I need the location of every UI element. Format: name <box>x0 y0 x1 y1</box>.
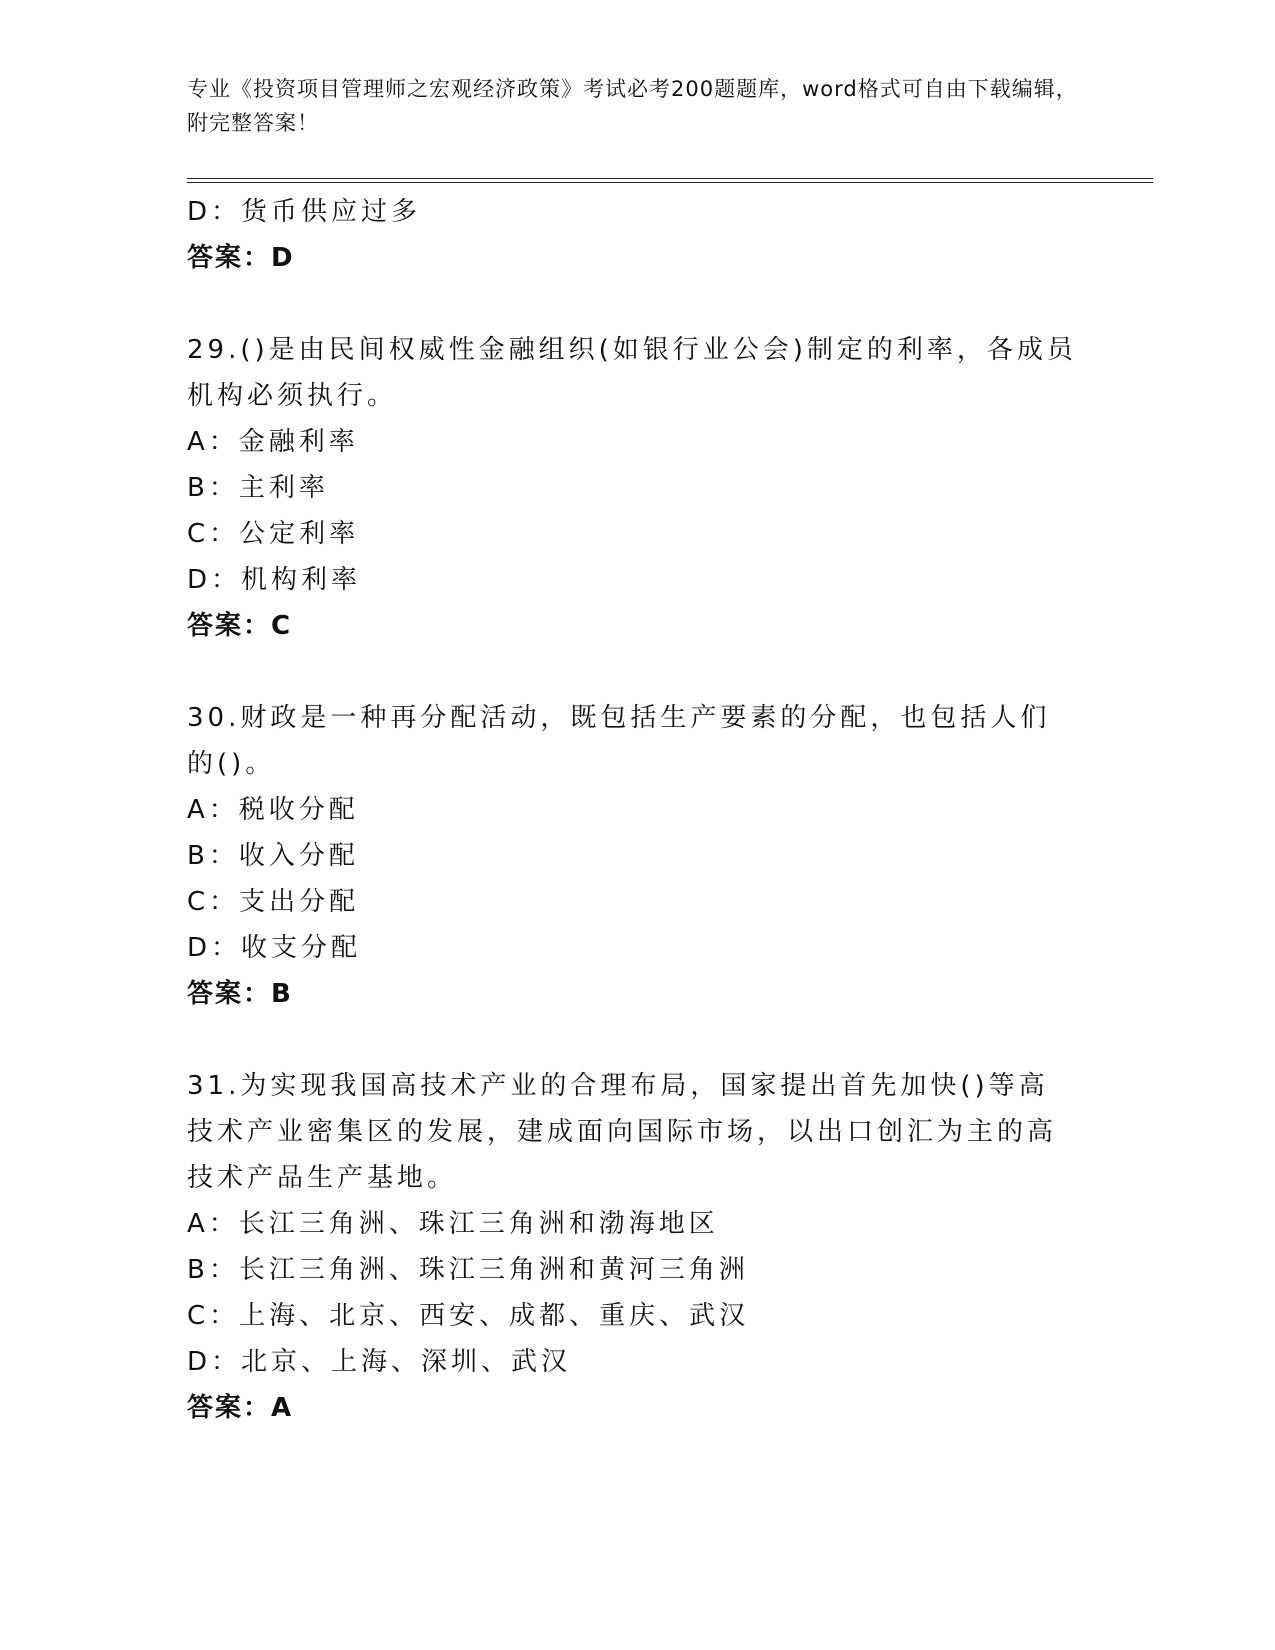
question-30 <box>187 695 1087 1017</box>
carryover-option-d: D：货币供应过多 <box>187 197 422 227</box>
question-text: 30.财政是一种再分配活动，既包括生产要素的分配，也包括人们的()。 <box>187 703 1051 779</box>
question-31 <box>187 1063 1087 1431</box>
answer: 答案：C <box>187 611 293 641</box>
carryover-answer: 答案：D <box>187 243 295 273</box>
option-c: C：公定利率 <box>187 519 360 549</box>
answer: 答案：B <box>187 979 293 1009</box>
option-a: A：税收分配 <box>187 795 359 825</box>
option-d: D：机构利率 <box>187 565 362 595</box>
option-d: D：收支分配 <box>187 933 362 963</box>
option-b: B：主利率 <box>187 473 329 503</box>
option-a: A：长江三角洲、珠江三角洲和渤海地区 <box>187 1209 719 1239</box>
header-divider-bottom <box>187 182 1153 183</box>
answer: 答案：A <box>187 1393 294 1423</box>
question-text: 29.()是由民间权威性金融组织(如银行业公会)制定的利率，各成员机构必须执行。 <box>187 335 1077 411</box>
option-c: C：上海、北京、西安、成都、重庆、武汉 <box>187 1301 750 1331</box>
option-b: B：长江三角洲、珠江三角洲和黄河三角洲 <box>187 1255 749 1285</box>
option-a: A：金融利率 <box>187 427 359 457</box>
question-29 <box>187 327 1087 649</box>
exam-content <box>187 189 1087 1431</box>
document-header: 专业《投资项目管理师之宏观经济政策》考试必考200题题库，word格式可自由下载编辑，附完整答案！ <box>187 77 1078 135</box>
option-b: B：收入分配 <box>187 841 359 871</box>
option-d: D：北京、上海、深圳、武汉 <box>187 1347 572 1377</box>
header-divider-top <box>187 178 1153 179</box>
option-c: C：支出分配 <box>187 887 360 917</box>
question-text: 31.为实现我国高技术产业的合理布局，国家提出首先加快()等高技术产业密集区的发展，建成面向国际市场，以出口创汇为主的高技术产品生产基地。 <box>187 1071 1058 1193</box>
